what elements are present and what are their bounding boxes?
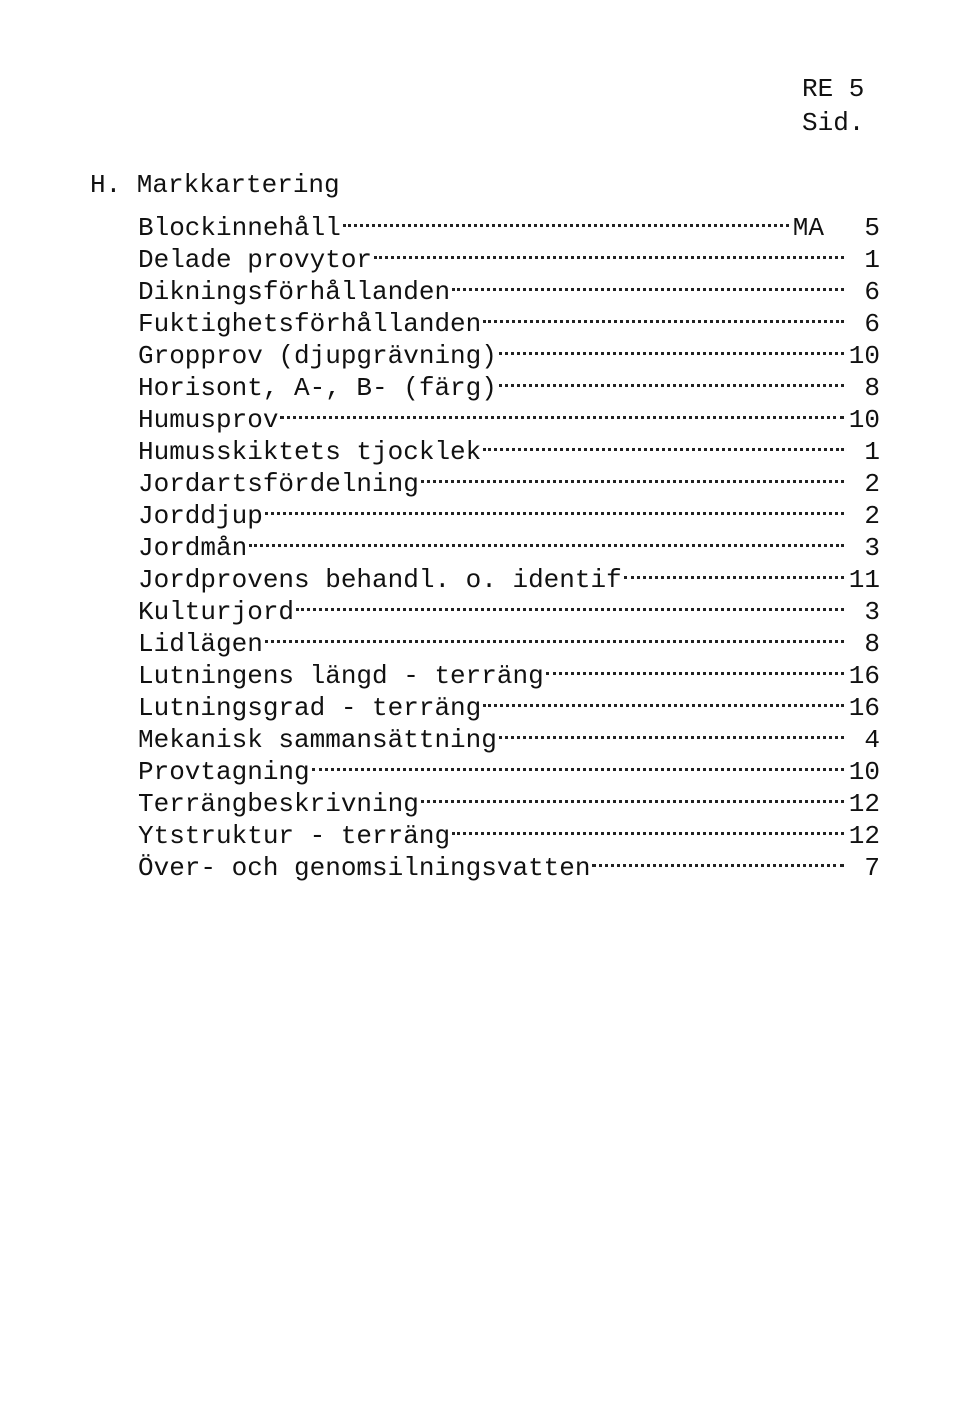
toc-entry-label: Mekanisk sammansättning [138, 725, 497, 755]
toc-entry-page-number: 10 [848, 757, 880, 787]
toc-entry-label: Ytstruktur - terräng [138, 821, 451, 851]
dot-leader [483, 672, 844, 707]
toc-entry-page-number: 2 [864, 501, 880, 531]
toc-entry-page-number: 4 [864, 725, 880, 755]
toc-entry-page-number: 2 [864, 469, 880, 499]
dot-leader [624, 544, 844, 579]
dot-leader [265, 480, 844, 515]
toc-entry-label: Kulturjord [138, 597, 295, 627]
toc-entry-page-number: 7 [864, 853, 880, 883]
toc-entry-label: Jordprovens behandl. o. identif [138, 565, 622, 595]
toc-entry-label: Delade provytor [138, 245, 373, 275]
toc-entry-page-number: 12 [848, 821, 880, 851]
dot-leader [452, 256, 844, 291]
dot-leader [452, 800, 844, 835]
toc-entry-page-number: 8 [864, 373, 880, 403]
section-title: H. Markkartering [90, 170, 340, 200]
dot-leader [499, 352, 844, 387]
toc-entry-label: Över- och genomsilningsvatten [138, 853, 591, 883]
dot-leader [280, 384, 844, 419]
toc-entry-page-number: 16 [848, 661, 880, 691]
dot-leader [421, 768, 844, 803]
toc-entry-page-number: 16 [848, 693, 880, 723]
toc-entry-label: Dikningsförhållanden [138, 277, 451, 307]
toc-entry-label: Jordartsfördelning [138, 469, 419, 499]
toc-entry-label: Fuktighetsförhållanden [138, 309, 482, 339]
dot-leader [265, 608, 844, 643]
toc-entry-label: Provtagning [138, 757, 310, 787]
toc-entry-label: Jorddjup [138, 501, 263, 531]
toc-entry-label: Terrängbeskrivning [138, 789, 419, 819]
dot-leader [592, 832, 844, 867]
toc-entry-page-number: 8 [864, 629, 880, 659]
dot-leader [499, 704, 844, 739]
toc-entry-page-number: 10 [848, 341, 880, 371]
page-header [802, 72, 864, 140]
toc-entry-page-number: 12 [848, 789, 880, 819]
toc-entry-page-number: 3 [864, 533, 880, 563]
dot-leader [483, 416, 844, 451]
dot-leader [374, 224, 844, 259]
toc-entry-page-number: 3 [864, 597, 880, 627]
toc-entry-page-number: 6 [864, 277, 880, 307]
page-sid-label: Sid. [802, 108, 865, 138]
toc-entry-page-number: 11 [848, 565, 880, 595]
toc-entry-label: Lidlägen [138, 629, 263, 659]
toc-entry-page-number: 1 [864, 245, 880, 275]
toc-entry-label: Lutningens längd - terräng [138, 661, 544, 691]
dot-leader [483, 288, 844, 323]
toc-entry-page-number: 6 [864, 309, 880, 339]
toc-entry-page-number: 10 [848, 405, 880, 435]
toc-entry-label: Humusprov [138, 405, 279, 435]
table-of-contents [138, 200, 880, 883]
dot-leader [249, 512, 844, 547]
toc-entry-prefix: MA [792, 213, 824, 243]
toc-entry-label: Lutningsgrad - terräng [138, 693, 482, 723]
dot-leader [296, 576, 844, 611]
toc-entry-label: Humusskiktets tjocklek [138, 437, 482, 467]
dot-leader [343, 192, 789, 227]
toc-entry-label: Jordmån [138, 533, 248, 563]
dot-leader [546, 640, 844, 675]
toc-entry-label: Blockinnehåll [138, 213, 341, 243]
toc-entry-page-number: 1 [864, 437, 880, 467]
toc-entry-label: Gropprov (djupgrävning) [138, 341, 497, 371]
toc-entry-page-number: 5 [864, 213, 880, 243]
dot-leader [312, 736, 844, 771]
toc-entry-label: Horisont, A-, B- (färg) [138, 373, 497, 403]
dot-leader [499, 320, 844, 355]
dot-leader [421, 448, 844, 483]
document-code: RE 5 [802, 74, 865, 104]
